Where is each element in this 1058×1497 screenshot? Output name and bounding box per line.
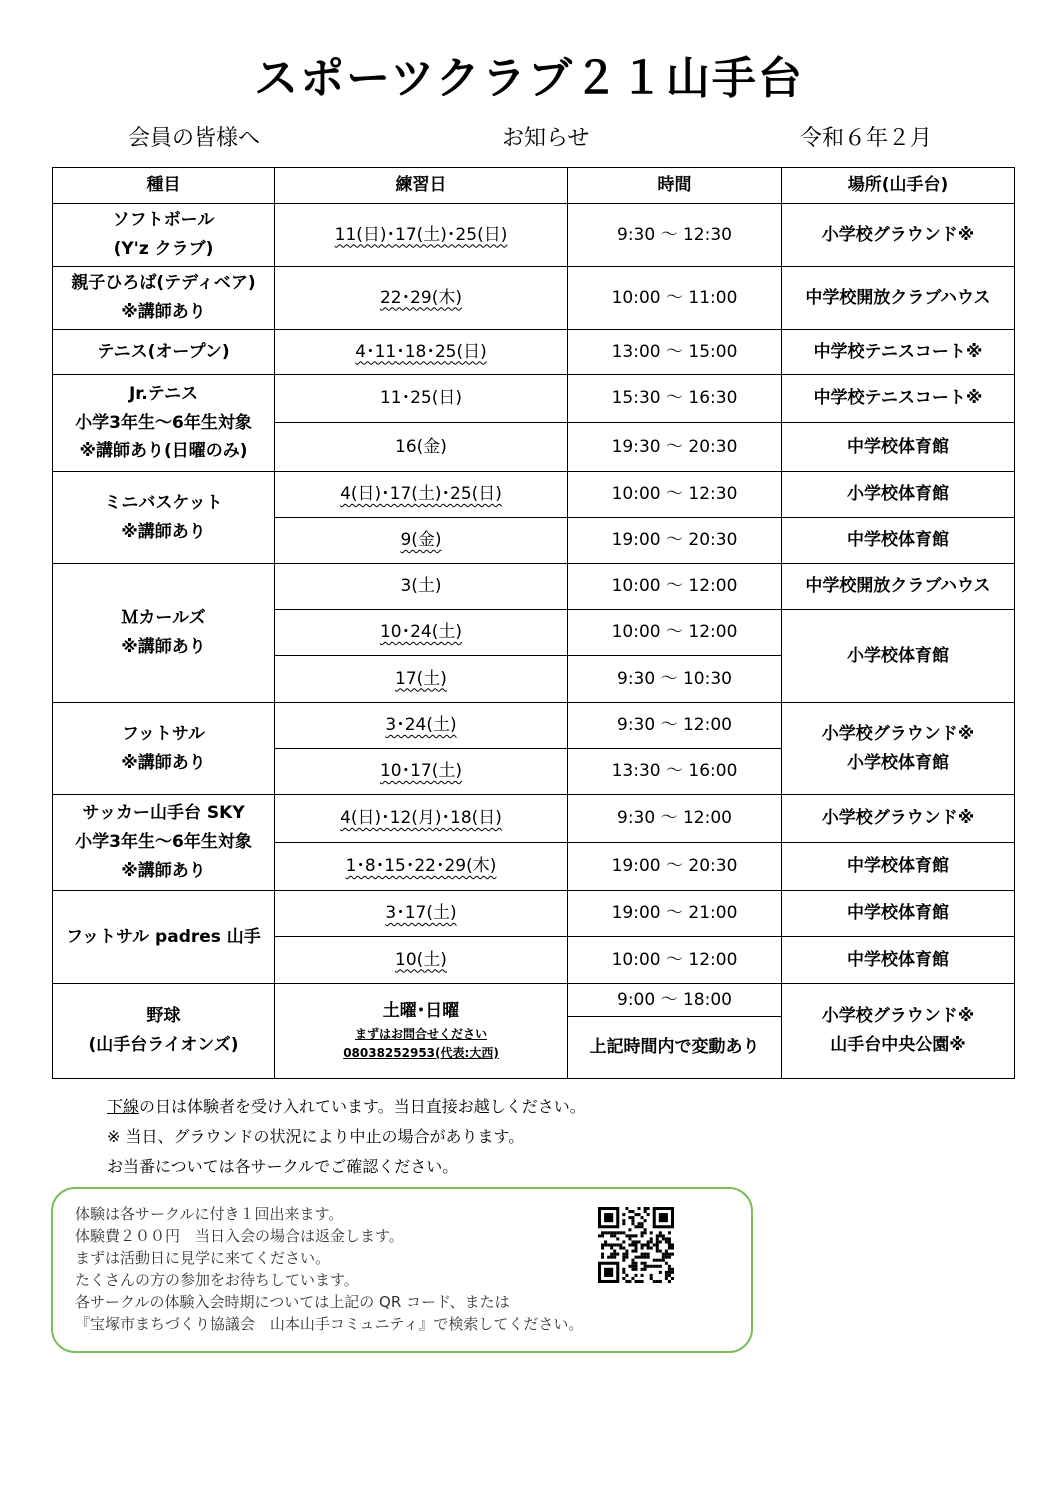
note-underline — [107, 1092, 586, 1122]
sport-line: フットサル — [122, 723, 205, 744]
date-text: 4(日)･17(土)･25(日) — [340, 484, 502, 505]
sport-line: 野球 — [146, 1006, 181, 1027]
date-cell — [275, 564, 568, 610]
note-underline-text: の日は体験者を受け入れています。当日直接お越しください。 — [139, 1097, 586, 1116]
sport-cell — [53, 204, 275, 267]
date-cell — [275, 518, 568, 564]
info-box-text — [75, 1203, 583, 1335]
date-text: 10(土) — [395, 949, 447, 970]
time-cell: 10:00 ～ 12:00 — [568, 610, 782, 656]
sport-line: ミニバスケット — [104, 492, 223, 513]
sport-cell — [53, 330, 275, 375]
date-text: 22･29(木) — [379, 287, 463, 308]
info-line: たくさんの方の参加をお待ちしています。 — [75, 1271, 359, 1289]
sport-line: ※講師あり(日曜のみ) — [79, 441, 248, 462]
sport-line: Jr.テニス — [128, 383, 199, 404]
time-cell: 13:00 ～ 15:00 — [568, 330, 782, 375]
place-cell: 中学校体育館 — [782, 843, 1015, 891]
date-text: 10･24(土) — [379, 622, 463, 643]
date-text: 10･17(土) — [379, 761, 463, 782]
time-cell: 10:00 ～ 12:00 — [568, 937, 782, 984]
sport-line: (山手台ライオンズ) — [88, 1035, 239, 1055]
place-cell: 小学校グラウンド※ — [782, 204, 1015, 267]
time-cell: 9:30 ～ 12:00 — [568, 703, 782, 749]
table-row — [53, 984, 1015, 1017]
date-text: 9(金) — [400, 530, 442, 551]
schedule-table — [52, 167, 1015, 1079]
time-cell: 19:00 ～ 20:30 — [568, 843, 782, 891]
sport-cell — [53, 267, 275, 330]
table-row — [53, 330, 1015, 375]
sport-cell — [53, 472, 275, 564]
info-line: 体験費２００円 当日入会の場合は返金します。 — [75, 1227, 404, 1245]
time-cell: 9:00 ～ 18:00 — [568, 984, 782, 1017]
sport-line: フットサル padres 山手 — [66, 926, 261, 947]
table-row — [53, 891, 1015, 937]
date-text: 17(土) — [395, 668, 447, 689]
time-cell: 10:00 ～ 11:00 — [568, 267, 782, 330]
date-cell — [275, 472, 568, 518]
info-line: まずは活動日に見学に来てください。 — [75, 1249, 331, 1267]
sport-cell — [53, 795, 275, 891]
sport-line: ※講師あり — [121, 521, 206, 542]
info-line: 各サークルの体験入会時期については上記の QR コード、または — [75, 1293, 510, 1311]
time-cell: 9:30 ～ 12:30 — [568, 204, 782, 267]
sport-cell — [53, 564, 275, 703]
sport-line: サッカー山手台 SKY — [82, 803, 245, 824]
place-cell: 小学校グラウンド※ 小学校体育館 — [782, 703, 1015, 795]
date-cell — [275, 423, 568, 472]
place-cell: 小学校体育館 — [782, 610, 1015, 703]
time-cell: 19:00 ～ 20:30 — [568, 518, 782, 564]
notes — [107, 1092, 586, 1182]
place-cell: 小学校グラウンド※ — [782, 795, 1015, 843]
date-cell — [275, 749, 568, 795]
date-text: 土曜･日曜 — [382, 1001, 460, 1022]
sport-line: ※講師あり — [121, 637, 206, 657]
sport-line: 親子ひろば(テディベア) — [71, 273, 256, 294]
date-cell — [275, 843, 568, 891]
sport-cell — [53, 703, 275, 795]
date-text: 11･25(日) — [379, 388, 463, 409]
note-underline-word: 下線 — [107, 1097, 140, 1116]
time-cell: 10:00 ～ 12:30 — [568, 472, 782, 518]
date-cell — [275, 984, 568, 1079]
date-cell — [275, 267, 568, 330]
place-cell: 小学校体育館 — [782, 472, 1015, 518]
date-cell — [275, 375, 568, 423]
table-row — [53, 267, 1015, 330]
date-text: 11(日)･17(土)･25(日) — [334, 224, 508, 245]
sport-line: ※講師あり — [121, 860, 206, 881]
qr-code-icon[interactable] — [598, 1207, 674, 1283]
time-cell: 9:30 ～ 10:30 — [568, 656, 782, 703]
place-cell: 中学校体育館 — [782, 891, 1015, 937]
table-row — [53, 375, 1015, 423]
place-cell: 小学校グラウンド※ 山手台中央公園※ — [782, 984, 1015, 1079]
sport-line: 小学3年生～6年生対象 — [75, 412, 252, 433]
place-cell: 中学校開放クラブハウス — [782, 267, 1015, 330]
place-cell: 中学校体育館 — [782, 937, 1015, 984]
sport-cell — [53, 984, 275, 1079]
greeting: 会員の皆様へ — [128, 126, 261, 151]
table-row — [53, 564, 1015, 610]
page-title: スポーツクラブ２１山手台 — [254, 53, 804, 104]
time-cell: 13:30 ～ 16:00 — [568, 749, 782, 795]
date-cell — [275, 204, 568, 267]
date-text: 4･11･18･25(日) — [355, 341, 487, 362]
place-cell: 中学校開放クラブハウス — [782, 564, 1015, 610]
date-cell — [275, 330, 568, 375]
sport-line: (Y'z クラブ) — [113, 239, 214, 259]
place-cell: 中学校テニスコート※ — [782, 375, 1015, 423]
sport-line: Ｍカールズ — [121, 608, 206, 629]
date-cell — [275, 937, 568, 984]
date-cell — [275, 891, 568, 937]
sport-cell — [53, 375, 275, 472]
date-text: 3･17(土) — [385, 903, 457, 924]
notice-label: お知らせ — [502, 126, 590, 151]
sport-line: ※講師あり — [121, 302, 206, 322]
sport-line: 小学3年生～6年生対象 — [75, 832, 252, 853]
sport-line: ※講師あり — [121, 752, 206, 773]
note-cancel: ※ 当日、グラウンドの状況により中止の場合があります。 — [107, 1127, 525, 1146]
date-text: 1･8･15･22･29(木) — [345, 856, 497, 877]
table-row — [53, 703, 1015, 749]
header-sport: 種目 — [53, 168, 275, 204]
date-cell — [275, 610, 568, 656]
time-cell: 15:30 ～ 16:30 — [568, 375, 782, 423]
info-line: 体験は各サークルに付き１回出来ます。 — [75, 1205, 344, 1223]
sport-line: テニス(オープン) — [97, 341, 230, 362]
contact-note: まずはお問合せください — [354, 1026, 487, 1041]
place-cell: 中学校テニスコート※ — [782, 330, 1015, 375]
time-cell: 10:00 ～ 12:00 — [568, 564, 782, 610]
date-label: 令和６年２月 — [800, 126, 933, 151]
table-header-row — [53, 168, 1015, 204]
contact-phone: 08038252953(代表:大西) — [343, 1045, 499, 1060]
sport-line: ソフトボール — [112, 210, 215, 231]
time-cell: 9:30 ～ 12:00 — [568, 795, 782, 843]
time-cell: 19:00 ～ 21:00 — [568, 891, 782, 937]
table-row — [53, 204, 1015, 267]
header-time: 時間 — [568, 168, 782, 204]
place-cell: 中学校体育館 — [782, 518, 1015, 564]
place-cell: 中学校体育館 — [782, 423, 1015, 472]
time-note-cell: 上記時間内で変動あり — [568, 1017, 782, 1079]
time-cell: 19:30 ～ 20:30 — [568, 423, 782, 472]
info-line: 『宝塚市まちづくり協議会 山本山手コミュニティ』で検索してください。 — [75, 1315, 584, 1333]
date-text: 4(日)･12(月)･18(日) — [340, 808, 502, 829]
info-box — [51, 1187, 753, 1353]
date-text: 16(金) — [395, 436, 447, 457]
sport-cell — [53, 891, 275, 984]
header-place: 場所(山手台) — [782, 168, 1015, 204]
note-duty: お当番については各サークルでご確認ください。 — [107, 1157, 459, 1176]
date-text: 3･24(土) — [385, 715, 457, 736]
date-text: 3(土) — [400, 576, 442, 597]
date-cell — [275, 703, 568, 749]
table-row — [53, 795, 1015, 843]
date-cell — [275, 795, 568, 843]
date-cell — [275, 656, 568, 703]
header-date: 練習日 — [275, 168, 568, 204]
table-row — [53, 472, 1015, 518]
